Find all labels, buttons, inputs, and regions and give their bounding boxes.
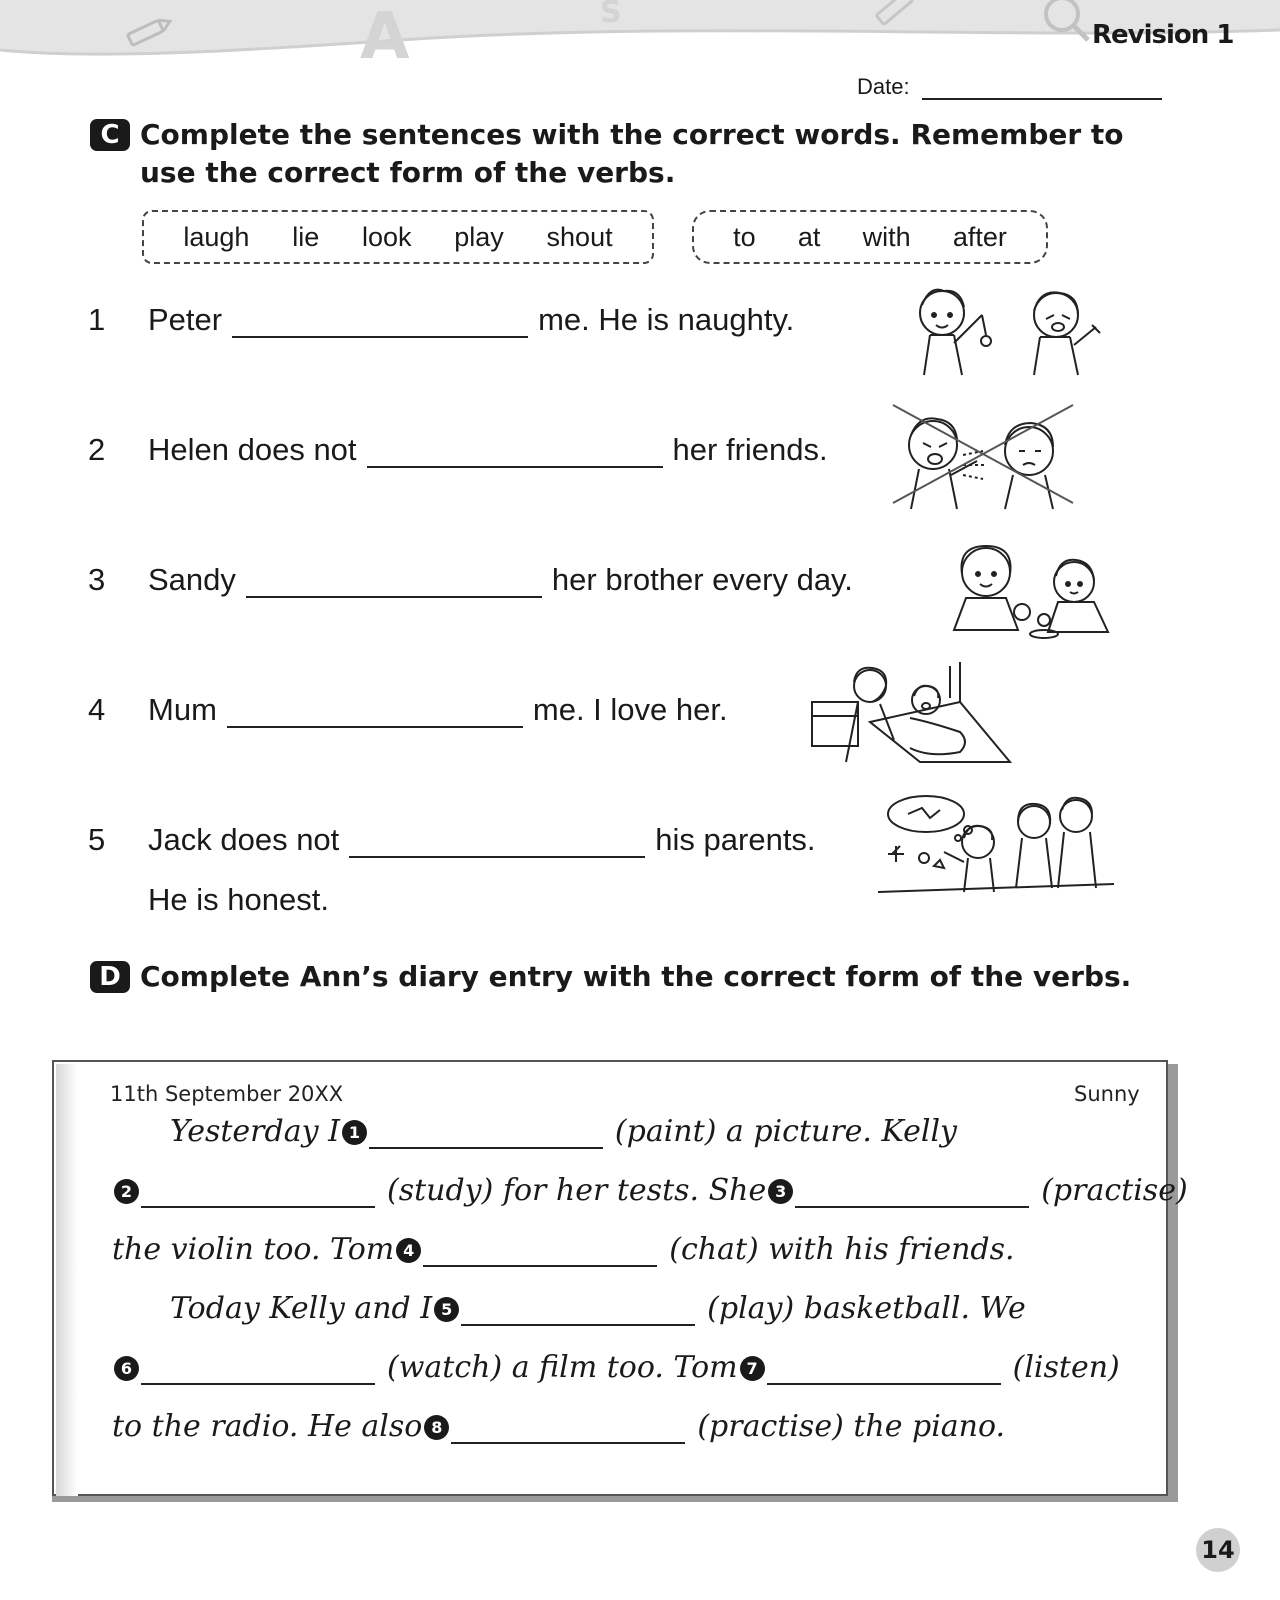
question-text-after: her brother every day. xyxy=(551,562,853,597)
question-text-before: Helen does not xyxy=(148,432,357,467)
date-row xyxy=(857,74,1162,100)
blank-number-1: 1 xyxy=(342,1120,367,1145)
svg-text:A: A xyxy=(360,0,410,70)
diary-answer-blank-3[interactable] xyxy=(795,1178,1029,1208)
section-c-instruction: Complete the sentences with the correct words. Remember to use the correct form of the verbs. xyxy=(140,118,1124,189)
diary-text: the violin too. Tom xyxy=(112,1232,395,1267)
diary-line-3 xyxy=(112,1232,1015,1267)
diary-answer-blank-7[interactable] xyxy=(767,1355,1001,1385)
illustration-girl-shouting-crossed xyxy=(893,405,1093,520)
diary-text: (chat) with his friends. xyxy=(669,1232,1015,1267)
diary-line-6 xyxy=(112,1409,1005,1444)
blank-number-3: 3 xyxy=(768,1179,793,1204)
diary-text: (play) basketball. We xyxy=(707,1291,1026,1326)
diary-text: (watch) a film too. Tom xyxy=(387,1350,738,1385)
question-text-before: Mum xyxy=(148,692,217,727)
answer-blank[interactable] xyxy=(367,436,663,468)
question-5 xyxy=(88,822,816,858)
word-option: lie xyxy=(292,221,320,252)
question-number: 2 xyxy=(88,432,106,467)
section-d-heading xyxy=(90,958,1140,996)
question-1 xyxy=(88,302,794,338)
word-option: to xyxy=(733,221,756,252)
word-option: at xyxy=(797,221,821,252)
diary-line-4 xyxy=(170,1291,1026,1326)
question-text-after: me. I love her. xyxy=(532,692,728,727)
revision-label: Revision 1 xyxy=(1092,20,1234,50)
question-number: 4 xyxy=(88,692,106,727)
answer-blank[interactable] xyxy=(246,566,542,598)
illustration-boy-honest-parents xyxy=(878,792,1118,917)
diary-text: (listen) xyxy=(1012,1350,1120,1385)
question-text-after: her friends. xyxy=(672,432,828,467)
word-option: with xyxy=(862,221,911,252)
diary-text: (paint) a picture. Kelly xyxy=(614,1114,957,1149)
question-2 xyxy=(88,432,828,468)
word-option: shout xyxy=(546,221,613,252)
illustration-sister-playing-brother xyxy=(948,540,1118,645)
question-number: 3 xyxy=(88,562,106,597)
answer-blank[interactable] xyxy=(232,306,528,338)
blank-number-6: 6 xyxy=(114,1356,139,1381)
question-text-before: Peter xyxy=(148,302,223,337)
diary-text: Yesterday I xyxy=(170,1114,340,1149)
answer-blank[interactable] xyxy=(227,696,523,728)
svg-text:S: S xyxy=(600,0,622,30)
diary-answer-blank-4[interactable] xyxy=(423,1237,657,1267)
answer-blank[interactable] xyxy=(349,826,645,858)
diary-fold xyxy=(56,1064,78,1496)
diary-text: Today Kelly and I xyxy=(170,1291,433,1326)
diary-text: to the radio. He also xyxy=(112,1409,423,1444)
verb-word-box xyxy=(142,210,654,264)
diary-line-5 xyxy=(112,1350,1120,1385)
diary-text: (study) for her tests. She xyxy=(387,1173,767,1208)
blank-number-4: 4 xyxy=(396,1238,421,1263)
diary-answer-blank-8[interactable] xyxy=(451,1414,685,1444)
question-4 xyxy=(88,692,728,728)
illustration-mum-with-sick-child xyxy=(810,662,1020,777)
diary-page xyxy=(52,1060,1188,1496)
word-option: after xyxy=(952,221,1007,252)
question-number: 5 xyxy=(88,822,106,857)
diary-text: (practise) the piano. xyxy=(697,1409,1006,1444)
page-number: 14 xyxy=(1196,1528,1240,1572)
question-text-after: his parents. xyxy=(655,822,816,857)
diary-line-1 xyxy=(170,1114,957,1149)
question-3 xyxy=(88,562,853,598)
diary-line-2 xyxy=(112,1173,1188,1208)
preposition-word-box xyxy=(692,210,1048,264)
header-band xyxy=(0,0,1280,70)
question-text-after: me. He is naughty. xyxy=(538,302,795,337)
diary-weather: Sunny xyxy=(1074,1082,1140,1106)
diary-shadow xyxy=(1168,1064,1178,1500)
diary-text: (practise) xyxy=(1041,1173,1188,1208)
section-d-badge: D xyxy=(90,961,130,993)
blank-number-8: 8 xyxy=(424,1415,449,1440)
diary-date: 11th September 20XX xyxy=(110,1082,344,1106)
diary-answer-blank-5[interactable] xyxy=(461,1296,695,1326)
question-5-continuation: He is honest. xyxy=(148,882,329,917)
section-c-heading xyxy=(90,116,1140,192)
diary-answer-blank-1[interactable] xyxy=(369,1119,603,1149)
question-text-before: Sandy xyxy=(148,562,236,597)
header-decoration xyxy=(0,0,1280,70)
diary-answer-blank-6[interactable] xyxy=(141,1355,375,1385)
question-text-before: Jack does not xyxy=(148,822,340,857)
blank-number-5: 5 xyxy=(434,1297,459,1322)
date-label: Date: xyxy=(857,74,910,99)
word-option: look xyxy=(361,221,412,252)
section-c-badge: C xyxy=(90,119,130,151)
blank-number-2: 2 xyxy=(114,1179,139,1204)
diary-entry xyxy=(52,1060,1188,1500)
illustration-boy-teasing-girl xyxy=(910,285,1110,390)
question-number: 1 xyxy=(88,302,106,337)
blank-number-7: 7 xyxy=(740,1356,765,1381)
word-option: play xyxy=(454,221,504,252)
date-input-line[interactable] xyxy=(922,74,1162,100)
diary-answer-blank-2[interactable] xyxy=(141,1178,375,1208)
word-option: laugh xyxy=(183,221,250,252)
section-d-instruction: Complete Ann’s diary entry with the correct form of the verbs. xyxy=(140,960,1132,993)
